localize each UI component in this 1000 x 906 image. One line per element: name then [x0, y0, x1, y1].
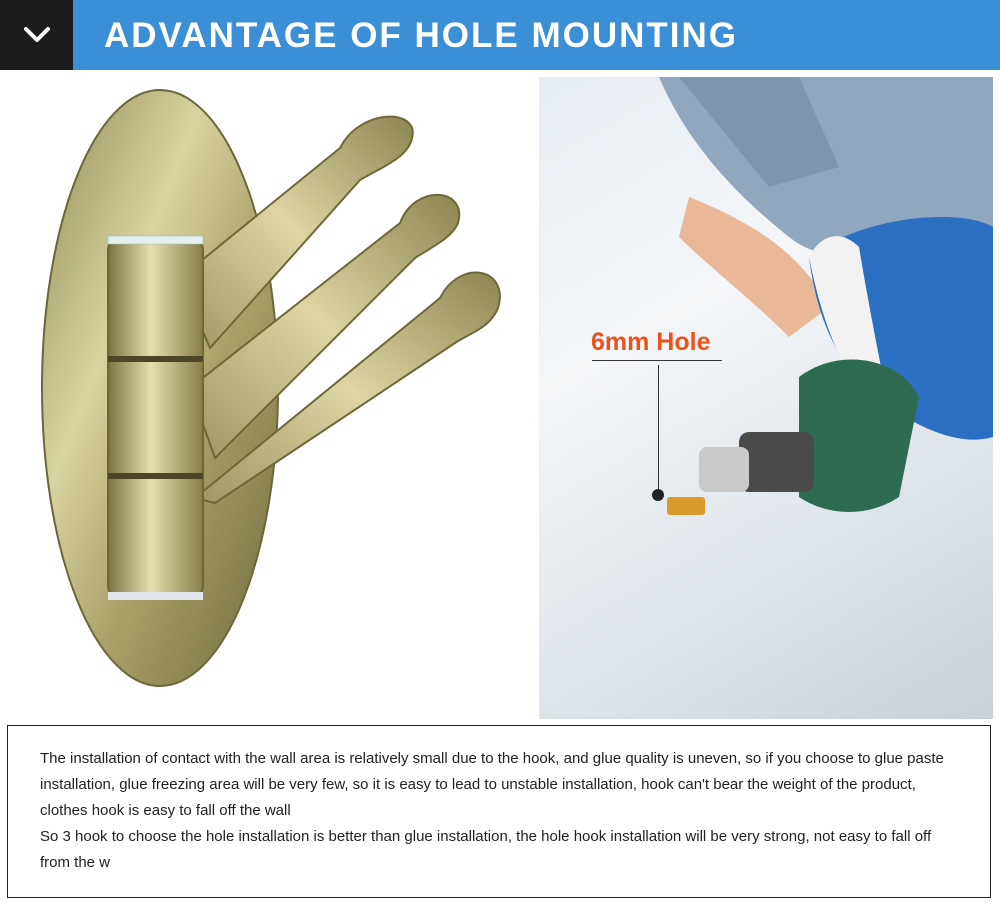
drill-wall-photo [539, 77, 993, 719]
callout-underline [592, 360, 722, 361]
header-banner [0, 0, 1000, 70]
chevron-down-icon [22, 23, 52, 47]
triple-swivel-hook-photo [20, 88, 520, 708]
description-box [7, 725, 991, 898]
description-paragraph: So 3 hook to choose the hole installation is better than glue installation, the hole hook installation will be very strong, not easy to fall off from the w [40, 828, 932, 871]
callout-marker-dot [652, 489, 664, 501]
page-title: ADVANTAGE OF HOLE MOUNTING [104, 16, 739, 55]
toggle-button[interactable] [0, 0, 73, 70]
callout-leader-line [658, 365, 659, 490]
description-paragraph: The installation of contact with the wall area is relatively small due to the hook, and glue quality is uneven, so if you choose to glue paste installation, glue freezing area will be very few, so it is easy to lead to unstable installation, hook can't bear the weight of the product, clothes hook is easy to fall off the wall [40, 750, 944, 819]
hole-size-label: 6mm Hole [591, 328, 711, 356]
